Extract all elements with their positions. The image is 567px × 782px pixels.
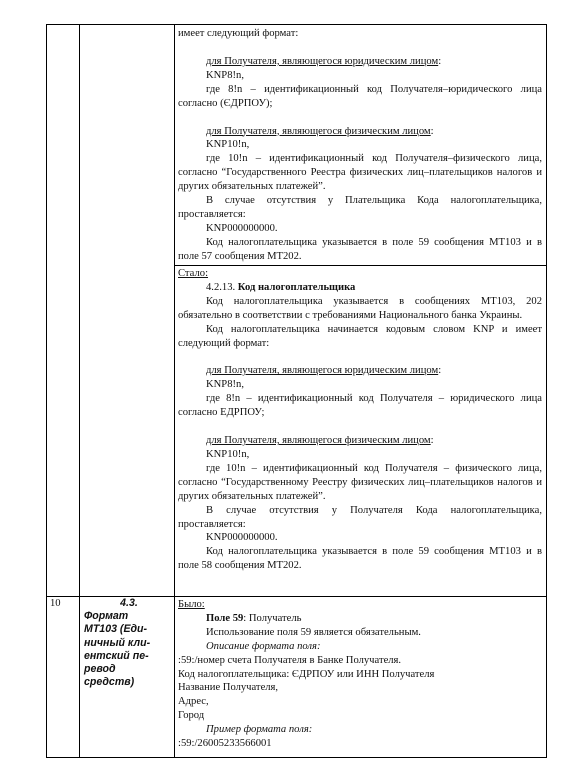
legal-code: KNP8!n,: [206, 379, 244, 391]
legal-heading: для Получателя, являющегося юридическим лицом: [206, 365, 439, 377]
format-line: Адрес,: [178, 696, 209, 708]
phys-desc: где 10!n – идентификационный код Получателя–физического лица, согласно “Государственного Реестра физических лиц–плательщиков налогов и других обязательных платежей”.: [178, 153, 542, 193]
stalo-p1: Код налогоплательщика указывается в сообщениях MT103, 202 обязательно в соответствии с требованиями Национального банка Украины.: [178, 295, 542, 321]
column-divider-2: [174, 24, 175, 758]
note-text: Код налогоплательщика указывается в поле 59 сообщения MT103 и в поле 57 сообщения MT202.: [178, 236, 542, 262]
phys-code: KNP10!n,: [206, 139, 250, 151]
bylo-label: Было:: [178, 599, 205, 610]
mandatory-text: Использование поля 59 является обязательным.: [206, 626, 421, 638]
legal-code: KNP8!n,: [206, 69, 244, 81]
section-line: средств): [84, 676, 135, 689]
format-line: Название Получателя,: [178, 682, 279, 694]
section-line: ентский пе-: [84, 649, 149, 662]
intro-text: имеет следующий формат:: [178, 28, 299, 39]
section-line: МТ103 (Еди-: [84, 623, 148, 636]
section-line: ничный кли-: [84, 636, 151, 649]
phys-heading: для Получателя, являющегося физическим лицом: [206, 435, 431, 447]
phys-heading: для Получателя, являющегося физическим лицом: [206, 125, 431, 137]
section-line: Формат: [84, 610, 129, 623]
format-line: :59:/номер счета Получателя в Банке Получателя.: [178, 654, 402, 666]
format-line: Город: [178, 710, 205, 722]
section-line: ревод: [84, 663, 116, 676]
column-divider-1: [79, 24, 80, 758]
field-title-rest: : Получатель: [243, 612, 302, 624]
section-cell: [84, 597, 174, 689]
cell-top-content: имеет следующий формат: для Получателя, являющегося юридическим лицом: KNP8!n, где 8!n – идентификационный код Получателя–юридического лица согласно (ЄДРПОУ); для Получателя, являющегося физическим лицом: KNP10!n, где 10!n – идентификационный код Получателя–физического лица, согласно “Государственного Реестра физических лиц–плательщиков налогов и других обязательных платежей”. В случае отсутствия у Плательщика Кода налогоплательщика, проставляется: KNP000000000. Код налогоплательщика указывается в поле 59 сообщения MT103 и в поле 57 сообщения MT202.: [178, 28, 542, 262]
section-number: 4.2.13.: [206, 281, 236, 293]
example-value: :59:/26005233566001: [178, 738, 272, 750]
row-number: 10: [50, 598, 61, 609]
zero-code: KNP000000000.: [206, 222, 278, 234]
absence-text: В случае отсутствия у Получателя Кода налогоплательщика, проставляется:: [178, 504, 542, 530]
cell-bylo-content: [178, 598, 542, 751]
absence-text: В случае отсутствия у Плательщика Кода налогоплательщика, проставляется:: [178, 195, 542, 220]
row-divider-1: [174, 265, 547, 266]
format-line: Код налогоплательщика: ЄДРПОУ или ИНН Получателя: [178, 668, 435, 680]
note-text: Код налогоплательщика указывается в поле 59 сообщения MT103 и в поле 58 сообщения MT202.: [178, 546, 542, 572]
zero-code: KNP000000000.: [206, 532, 278, 544]
legal-desc: где 8!n – идентификационный код Получателя – юридического лица согласно ЕДРПОУ;: [178, 393, 542, 419]
section-title: Код налогоплательщика: [237, 281, 356, 293]
legal-heading: для Получателя, являющегося юридическим лицом: [206, 55, 439, 67]
section-line: 4.3.: [120, 597, 138, 609]
stalo-label: Стало:: [178, 268, 209, 279]
phys-code: KNP10!n,: [206, 448, 250, 460]
stalo-p2: Код налогоплательщика начинается кодовым словом KNP и имеет следующий формат:: [178, 323, 542, 349]
legal-desc: где 8!n – идентификационный код Получателя–юридического лица согласно (ЄДРПОУ);: [178, 83, 542, 109]
phys-desc: где 10!n – идентификационный код Получателя – физического лица, согласно “Государственному Реестру физических лиц–плательщиков налогов и других обязательных платежей”.: [178, 462, 542, 502]
format-desc-label: Описание формата поля:: [206, 640, 321, 652]
cell-stalo-content: Стало: 4.2.13. Код налогоплательщика Код налогоплательщика указывается в сообщениях MT103, 202 обязательно в соответствии с требованиями Национального банка Украины. Код налогоплательщика начинается кодовым словом KNP и имеет следующий формат: для Получателя, являющегося юридическим лицом: KNP8!n, где 8!n – идентификационный код Получателя – юридического лица согласно ЕДРПОУ; для Получателя, являющегося физическим лицом: KNP10!n, где 10!n – идентификационный код Получателя – физического лица, согласно “Государственному Реестру физических лиц–плательщиков налогов и других обязательных платежей”. В случае отсутствия у Получателя Кода налогоплательщика, проставляется: KNP000000000. Код налогоплательщика указывается в поле 59 сообщения MT103 и в поле 58 сообщения MT202.: [178, 268, 542, 572]
field-title: Поле 59: [206, 612, 244, 624]
example-label: Пример формата поля:: [206, 724, 313, 736]
